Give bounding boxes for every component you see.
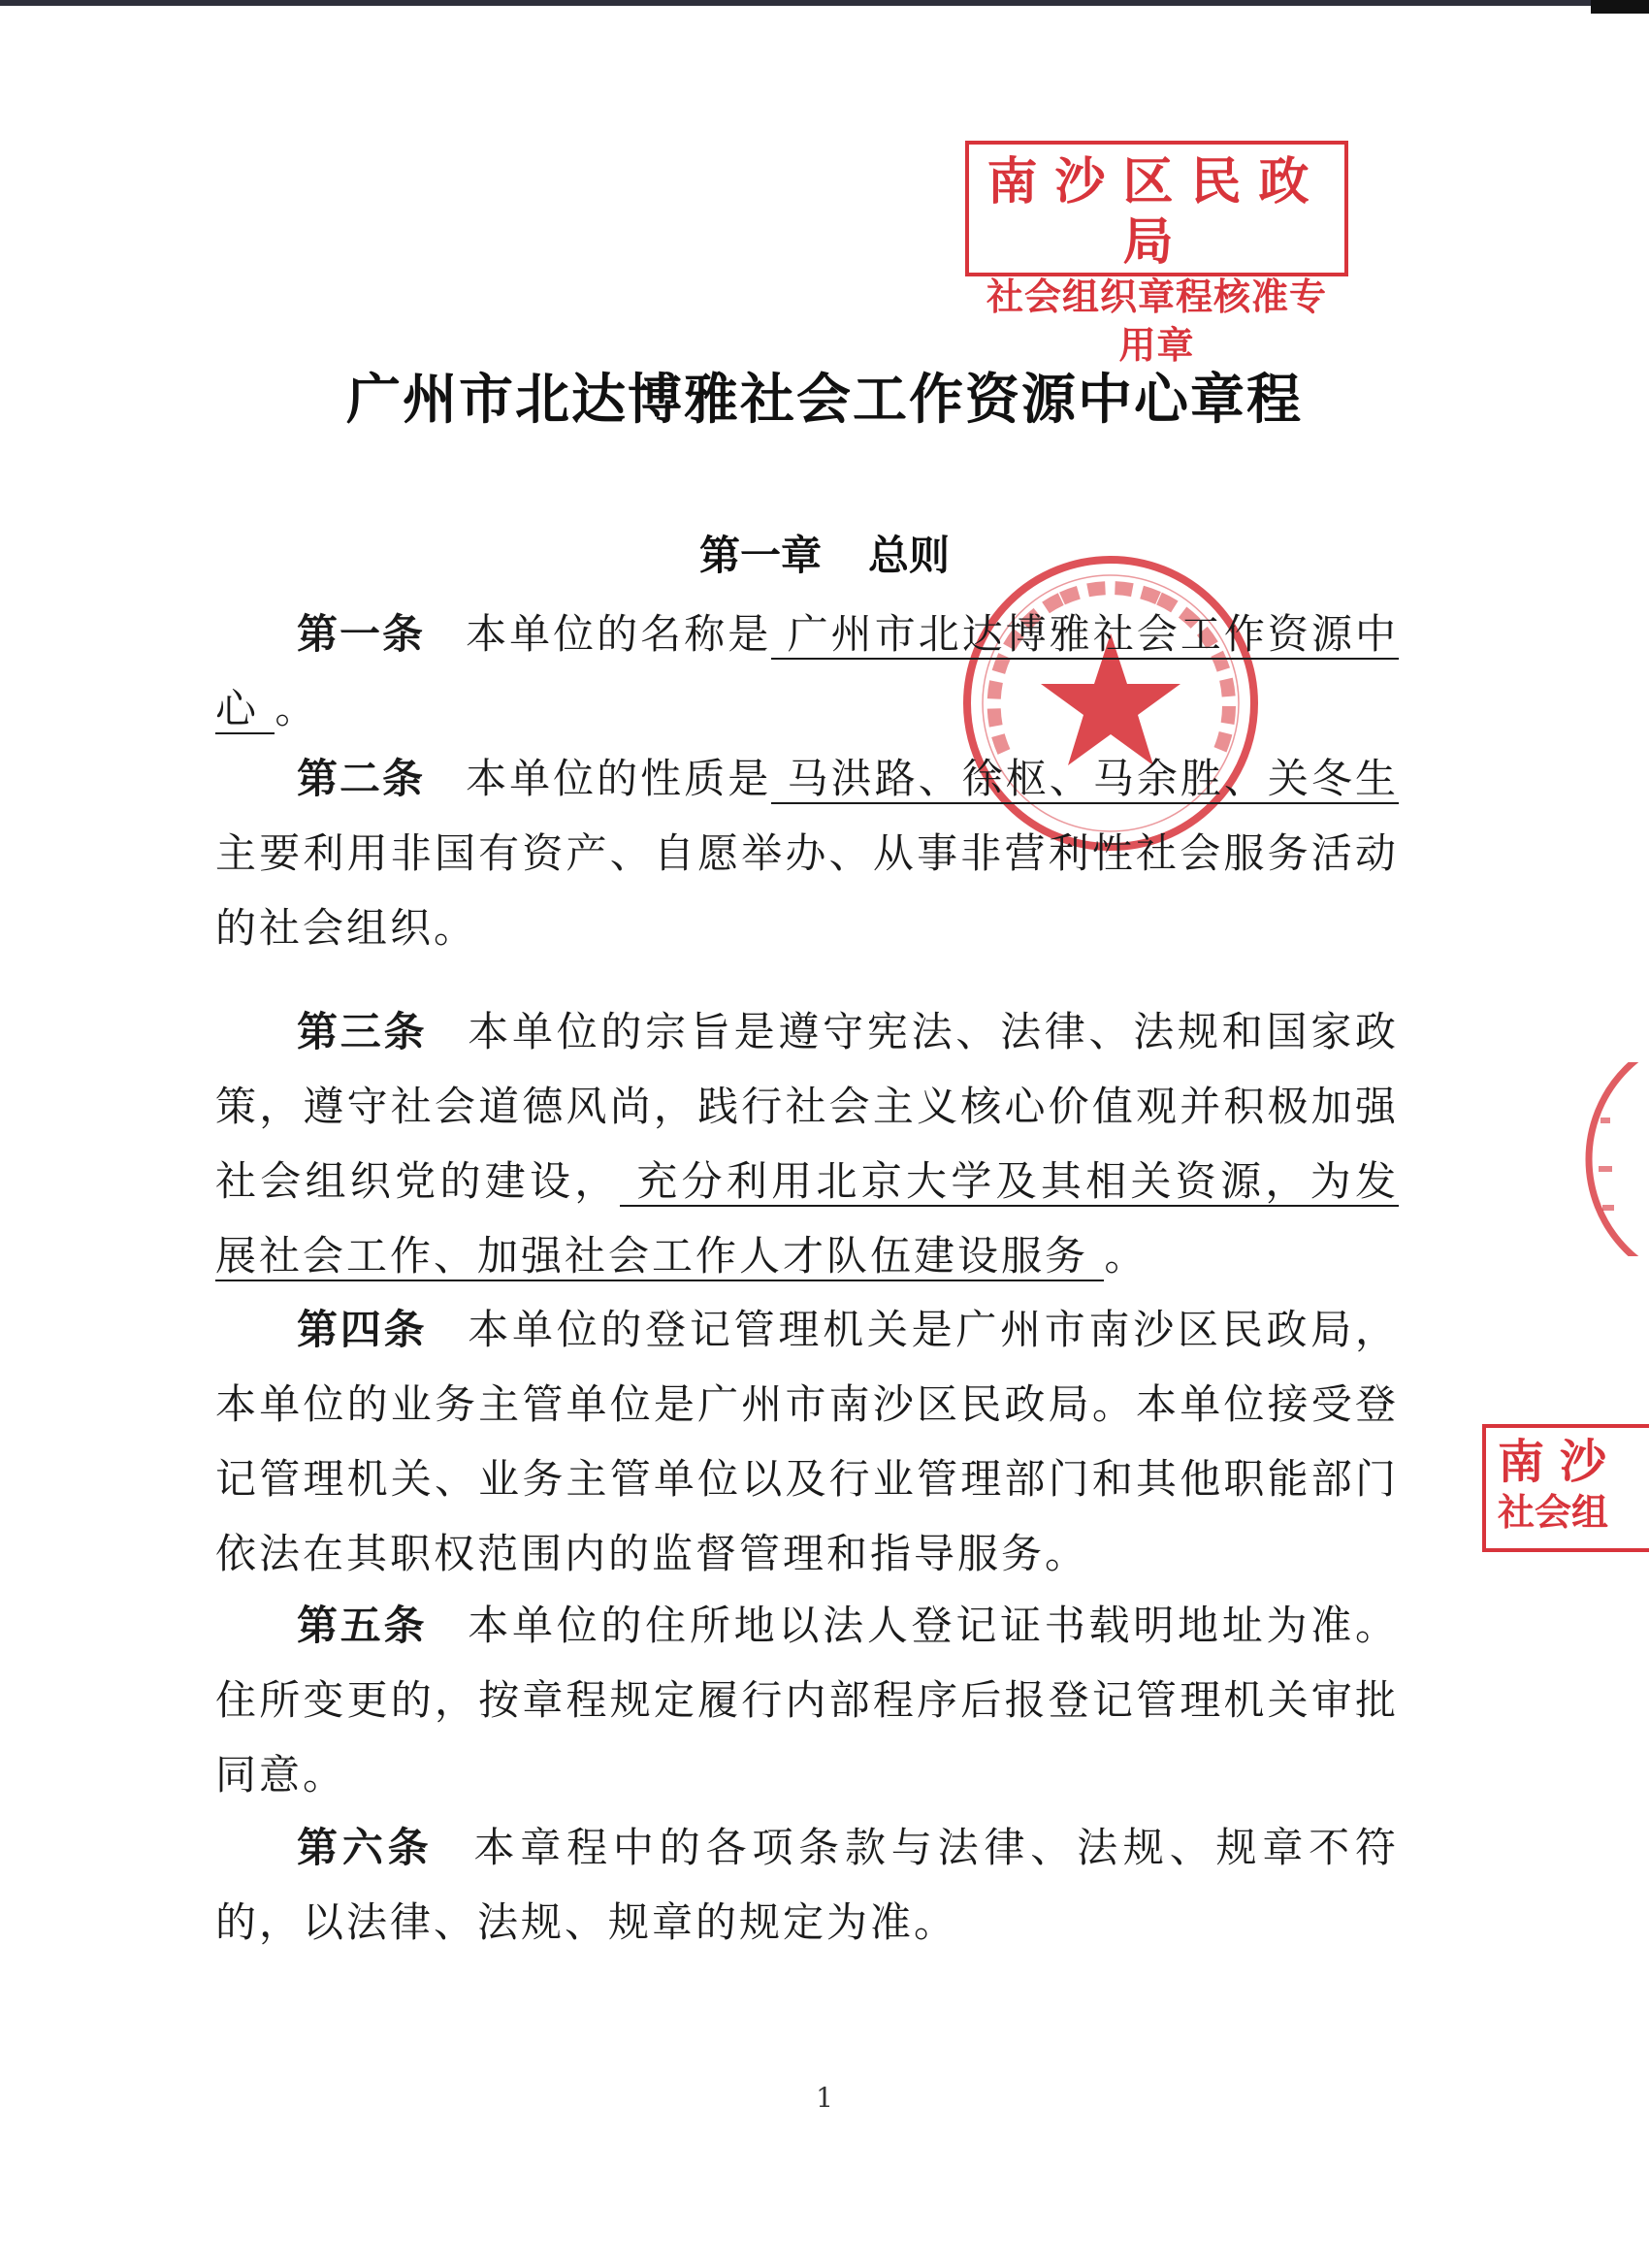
- article-3: [215, 994, 1399, 1293]
- article-label: 第四条: [297, 1306, 428, 1353]
- approval-stamp-line1: 南沙区民政局: [986, 152, 1327, 272]
- article-label: 第六条: [297, 1824, 434, 1871]
- side-stamp-line2: 社会组: [1498, 1490, 1609, 1534]
- approval-stamp: [965, 141, 1348, 367]
- chapter-name: 总则: [868, 532, 951, 579]
- side-approval-stamp: [1482, 1424, 1649, 1552]
- article-text: 本单位的名称是: [466, 610, 772, 658]
- article-text: 本单位的登记管理机关是广州市南沙区民政局，本单位的业务主管单位是广州市南沙区民政局。本单位接受登记管理机关、业务主管单位以及行业管理部门和其他职能部门依法在其职权范围内的监督管理和指导服务。: [215, 1306, 1399, 1577]
- article-6: [215, 1810, 1399, 1960]
- article-4: [215, 1292, 1399, 1591]
- side-stamp-line1: 南沙: [1498, 1435, 1623, 1489]
- page-number: 1: [816, 2082, 833, 2114]
- article-text: 。: [275, 685, 319, 732]
- article-text: 本章程中的各项条款与法律、法规、规章不符的，以法律、法规、规章的规定为准。: [215, 1824, 1399, 1946]
- article-1: [215, 597, 1399, 746]
- partial-seal-edge: [1571, 1062, 1649, 1256]
- article-text: 本单位的性质是: [466, 755, 772, 802]
- article-label: 第一条: [297, 610, 426, 658]
- article-text: 本单位的住所地以法人登记证书载明地址为准。住所变更的，按章程规定履行内部程序后报登记管理机关审批同意。: [215, 1602, 1399, 1798]
- chapter-number: 第一章: [698, 532, 822, 579]
- filled-field: 广州市北达博雅社会工作资源中心: [215, 610, 1399, 732]
- article-text: 。: [1104, 1232, 1148, 1280]
- approval-stamp-line2: 社会组织章程核准专用章: [986, 275, 1327, 367]
- filled-field: 马洪路、徐枢、马余胜、关冬生: [771, 755, 1399, 802]
- scan-top-edge: [0, 0, 1649, 6]
- article-2: [215, 741, 1399, 965]
- article-5: [215, 1588, 1399, 1812]
- article-label: 第二条: [297, 755, 426, 802]
- scan-top-corner: [1591, 0, 1649, 14]
- article-text: 本单位的宗旨是遵守宪法、法律、法规和国家政策，遵守社会道德风尚，践行社会主义核心价值观并积极加强社会组织党的建设，: [215, 1008, 1399, 1205]
- document-title: 广州市北达博雅社会工作资源中心章程: [346, 369, 1303, 432]
- chapter-heading: [0, 524, 1649, 582]
- filled-field: 充分利用北京大学及其相关资源，为发展社会工作、加强社会工作人才队伍建设服务: [215, 1157, 1399, 1280]
- article-label: 第三条: [297, 1008, 428, 1055]
- article-text: 主要利用非国有资产、自愿举办、从事非营利性社会服务活动的社会组织。: [215, 829, 1399, 952]
- article-label: 第五条: [297, 1602, 428, 1649]
